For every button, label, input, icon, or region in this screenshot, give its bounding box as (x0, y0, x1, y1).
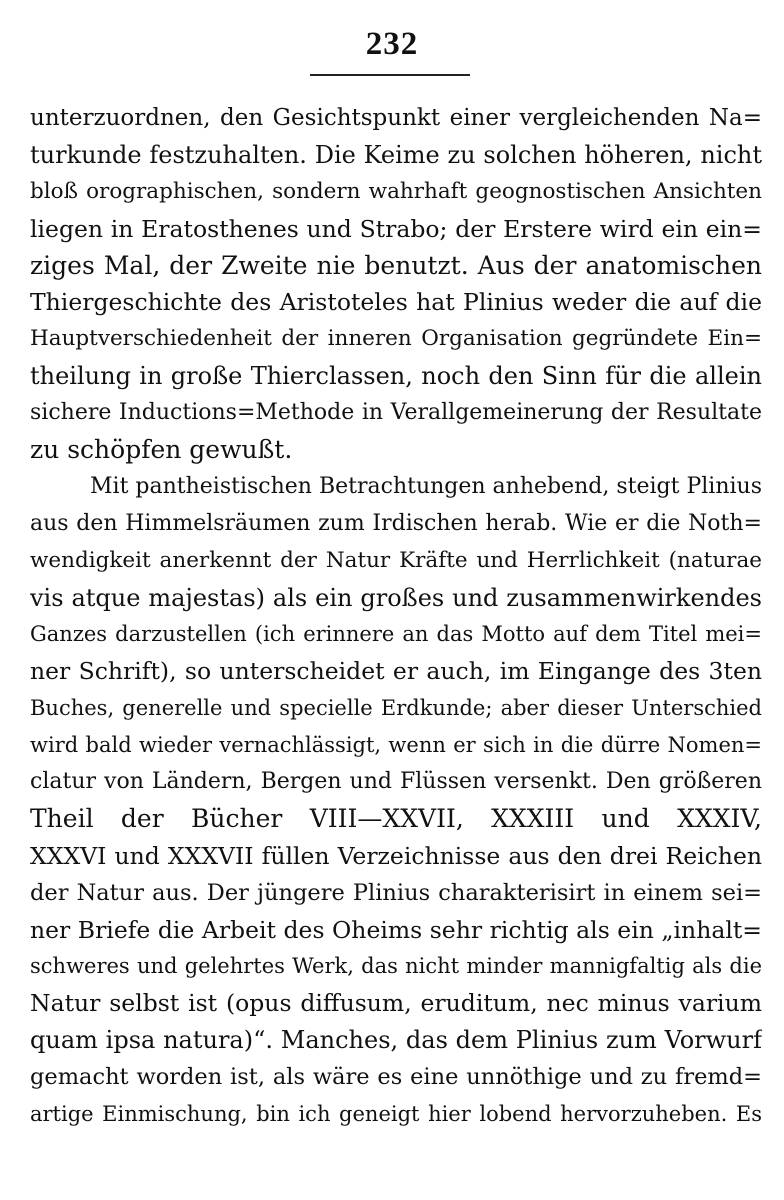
text-line: Thiergeschichte des Aristoteles hat Plinius weder die auf die (30, 288, 762, 317)
text-line: schweres und gelehrtes Werk, das nicht minder mannigfaltig als die (30, 954, 762, 979)
body-text (30, 100, 762, 1133)
text-line: vis atque majestas) als ein großes und zusammenwirkendes (30, 583, 762, 612)
text-line: sichere Inductions=Methode in Verallgemeinerung der Resultate (30, 400, 762, 426)
text-line: turkunde festzuhalten. Die Keime zu solchen höheren, nicht (30, 140, 762, 169)
text-line: artige Einmischung, bin ich geneigt hier lobend hervorzuheben. Es (30, 1102, 762, 1127)
paragraph-first-line: Mit pantheistischen Betrachtungen anhebend, steigt Plinius (90, 473, 762, 499)
text-line: zu schöpfen gewußt. (30, 435, 293, 465)
text-line: clatur von Ländern, Bergen und Flüssen versenkt. Den größeren (30, 769, 762, 795)
text-line: Ganzes darzustellen (ich erinnere an das Motto auf dem Titel mei= (30, 622, 762, 647)
text-line: XXXVI und XXXVII füllen Verzeichnisse aus den drei Reichen (30, 841, 762, 870)
text-line: quam ipsa natura)“. Manches, das dem Plinius zum Vorwurf (30, 1026, 762, 1055)
header-rule (310, 74, 470, 76)
text-line: ner Briefe die Arbeit des Oheims sehr richtig als ein „inhalt= (30, 915, 762, 944)
text-line: Buches, generelle und specielle Erdkunde; aber dieser Unterschied (30, 696, 762, 721)
page-number: 232 (365, 26, 419, 62)
text-line: liegen in Eratosthenes und Strabo; der Erstere wird ein ein= (30, 214, 762, 243)
text-line: bloß orographischen, sondern wahrhaft geognostischen Ansichten (30, 178, 762, 204)
text-line: theilung in große Thierclassen, noch den Sinn für die allein (30, 362, 762, 391)
text-line: aus den Himmelsräumen zum Irdischen herab. Wie er die Noth= (30, 510, 762, 536)
text-line: wendigkeit anerkennt der Natur Kräfte und Herrlichkeit (naturae (30, 547, 762, 573)
text-line: gemacht worden ist, als wäre es eine unnöthige und zu fremd= (30, 1064, 762, 1091)
text-line: ner Schrift), so unterscheidet er auch, im Eingange des 3ten (30, 657, 762, 686)
text-line: Natur selbst ist (opus diffusum, eruditum, nec minus varium (30, 989, 762, 1018)
text-line: unterzuordnen, den Gesichtspunkt einer vergleichenden Na= (30, 105, 762, 131)
text-line: ziges Mal, der Zweite nie benutzt. Aus der anatomischen (30, 250, 762, 280)
text-line: Theil der Bücher VIII—XXVII, XXXIII und XXXIV, (30, 803, 762, 833)
text-line: wird bald wieder vernachlässigt, wenn er sich in die dürre Nomen= (30, 733, 762, 758)
text-line: Hauptverschiedenheit der inneren Organisation gegründete Ein= (30, 326, 762, 352)
text-line: der Natur aus. Der jüngere Plinius charakterisirt in einem sei= (30, 879, 762, 906)
